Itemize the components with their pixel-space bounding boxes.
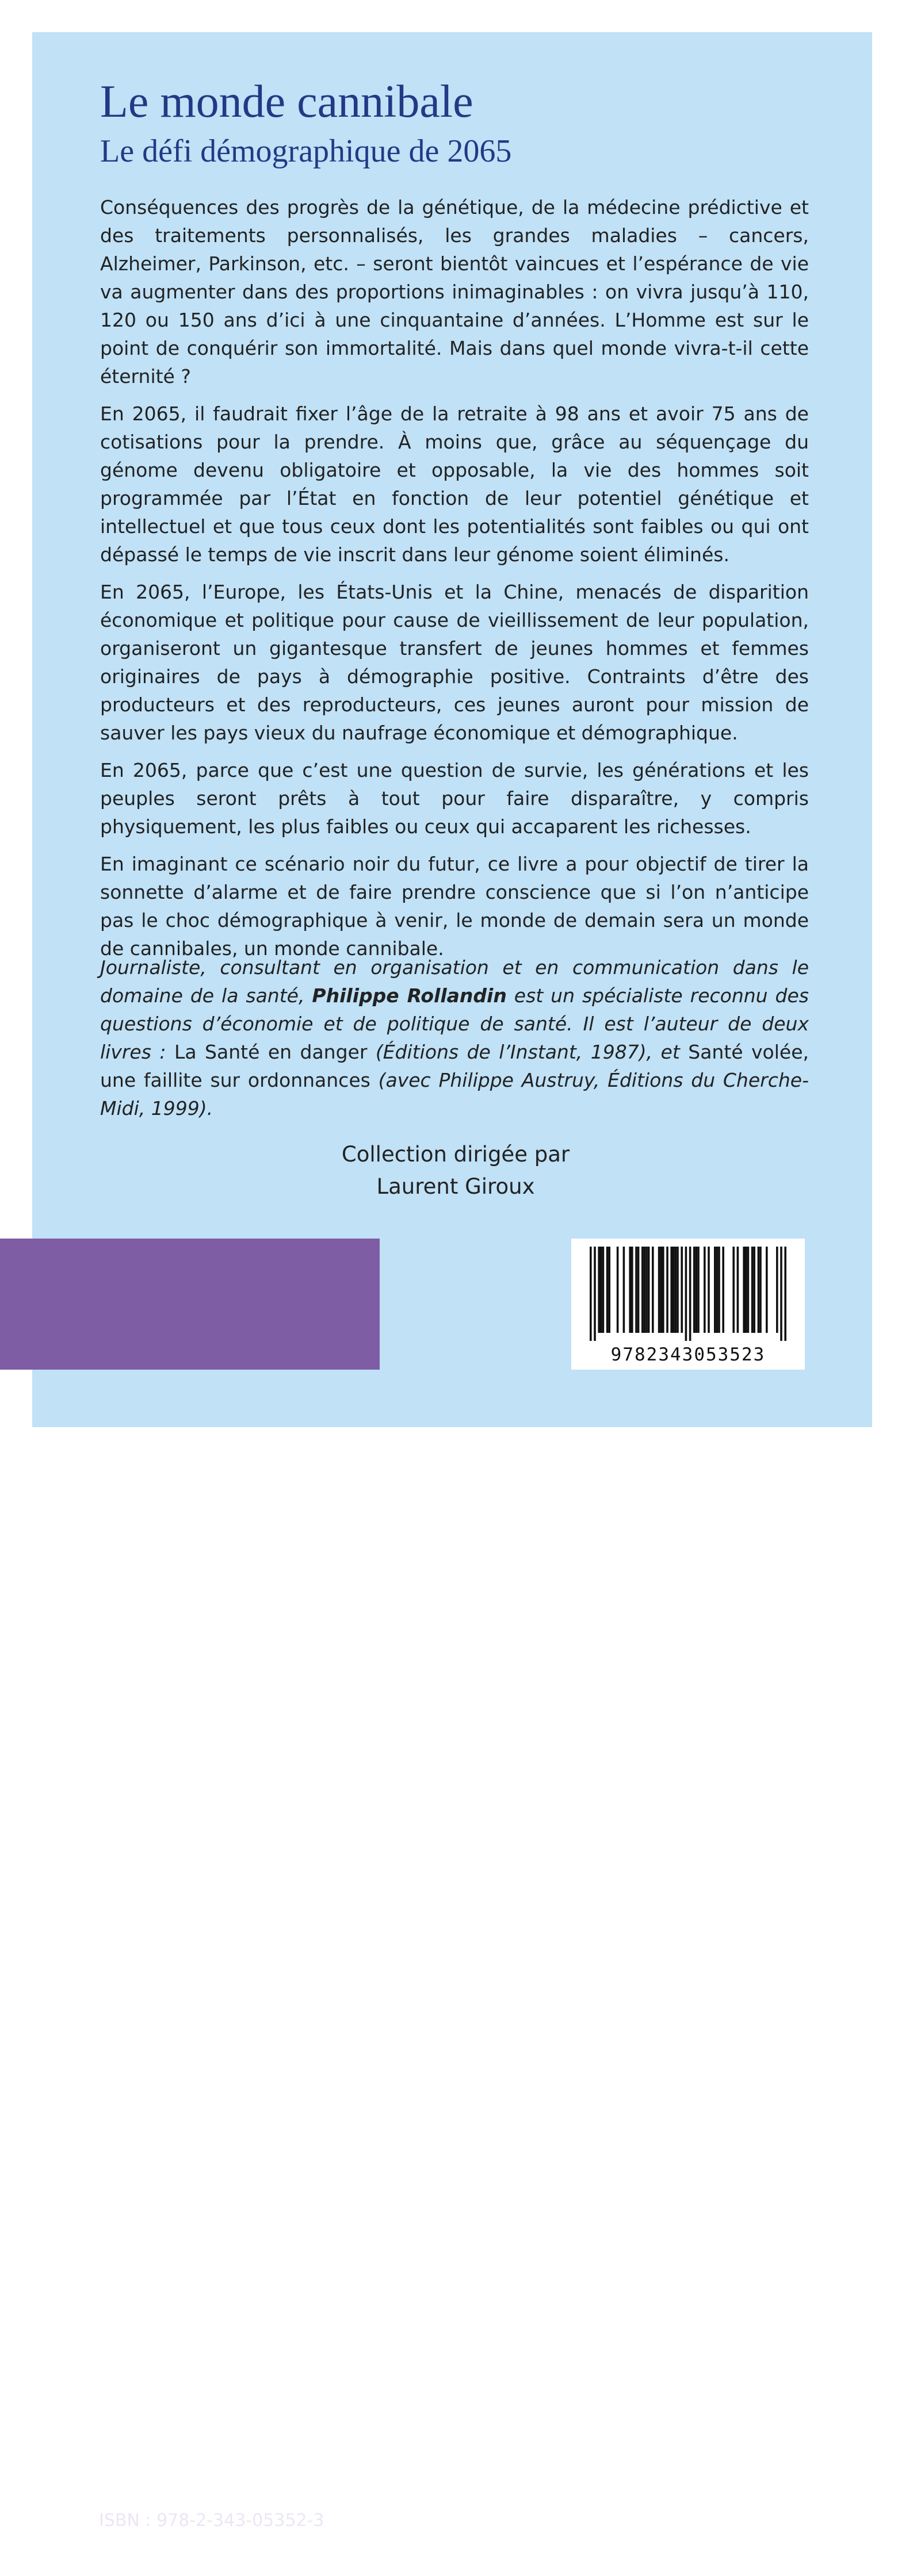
barcode-bar — [689, 1247, 691, 1341]
barcode-bar — [645, 1247, 648, 1333]
barcode-bar — [598, 1247, 600, 1333]
barcode-bar — [641, 1247, 644, 1333]
book-subtitle: Le défi démographique de 2065 — [100, 133, 512, 169]
barcode-number: 9782343053523 — [610, 1344, 766, 1365]
barcode-bar — [745, 1247, 747, 1333]
barcode-bar — [608, 1247, 610, 1333]
barcode-box — [571, 1239, 805, 1370]
barcode-bar — [780, 1247, 782, 1341]
price-text: 20,50 € — [97, 2545, 176, 2574]
blurb-paragraph: En imaginant ce scénario noir du futur, ce livre a pour objectif de tirer la sonnette d’alarme et de faire prendre conscience que si l’on n’anticipe pas le choc démographique à venir, le monde de demain sera un monde de cannibales, un monde cannibale. — [100, 853, 809, 960]
barcode-bar — [753, 1247, 755, 1333]
blurb-paragraph: En 2065, il faudrait fixer l’âge de la retraite à 98 ans et avoir 75 ans de cotisations pour la prendre. À moins que, grâce au séquençage du génome devenu obligatoire et opposable, la vie des hommes soit programmée par l’État en fonction de leur potentiel génétique et intellectuel et que tous ceux dont les potentialités sont faibles ou qui ont dépassé le temps de vie inscrit dans leur génome soient éliminés. — [100, 402, 809, 566]
barcode-bar — [617, 1247, 619, 1333]
barcode-bars — [590, 1247, 786, 1341]
barcode-bar — [673, 1247, 675, 1333]
barcode-bar — [704, 1247, 706, 1333]
barcode-bar — [747, 1247, 750, 1333]
barcode-bar — [714, 1247, 716, 1333]
blurb — [100, 193, 809, 972]
barcode-bar — [766, 1247, 768, 1333]
barcode-bar — [681, 1247, 683, 1333]
barcode-bar — [743, 1247, 745, 1333]
barcode-bar — [594, 1247, 596, 1341]
barcode-bar — [776, 1247, 778, 1333]
barcode-bar — [696, 1247, 698, 1333]
book-title-1: La Santé en danger — [174, 1041, 368, 1063]
barcode-bar — [716, 1247, 719, 1333]
barcode-bar — [662, 1247, 664, 1333]
blurb-paragraph: En 2065, parce que c’est une question de survie, les générations et les peuples seront prêts à tout pour faire disparaître, y compris physiquement, les plus faibles ou ceux qui accaparent les richesses. — [100, 759, 809, 838]
bio-intro: Journaliste, consultant en organisation et en communication dans le domaine de la santé, — [100, 956, 809, 1007]
barcode-bar — [658, 1247, 660, 1333]
book-title-2: Santé volée, une faillite sur ordonnances — [100, 1041, 809, 1091]
barcode-bar — [784, 1247, 786, 1341]
publisher-1: (Éditions de l’Instant, 1987), et — [375, 1041, 680, 1063]
collection-director: Laurent Giroux — [376, 1174, 535, 1199]
barcode-bar — [631, 1247, 633, 1333]
barcode-bar — [751, 1247, 754, 1333]
barcode-bar — [629, 1247, 631, 1333]
barcode-bar — [644, 1247, 646, 1333]
book-title: Le monde cannibale — [100, 76, 473, 127]
barcode-bar — [722, 1247, 724, 1333]
barcode-bar — [708, 1247, 710, 1333]
collection-label: Collection dirigée par — [341, 1142, 570, 1167]
publisher-2: (avec Philippe Austruy, Éditions du Cherche-Midi, 1999). — [100, 1069, 809, 1120]
barcode-bar — [590, 1247, 592, 1341]
barcode-bar — [758, 1247, 760, 1333]
barcode — [571, 1239, 805, 1370]
collection-credit — [283, 1138, 628, 1203]
isbn-text: ISBN : 978-2-343-05352-3 — [99, 2510, 324, 2531]
price-band — [0, 1239, 380, 2574]
barcode-bar — [648, 1247, 650, 1333]
barcode-bar — [670, 1247, 673, 1333]
barcode-bar — [732, 1247, 735, 1333]
barcode-bar — [606, 1247, 609, 1333]
barcode-bar — [602, 1247, 605, 1333]
barcode-bar — [637, 1247, 640, 1333]
barcode-bar — [718, 1247, 720, 1333]
blurb-paragraph: En 2065, l’Europe, les États-Unis et la Chine, menacés de disparition économique et politique pour cause de vieillissement de leur population, organiseront un gigantesque transfert de jeunes hommes et femmes originaires de pays à démographie positive. Contraints d’être des producteurs et des reproducteurs, ces jeunes auront pour mission de sauver les pays vieux du naufrage économique et démographique. — [100, 581, 809, 744]
author-name: Philippe Rollandin — [312, 984, 507, 1007]
barcode-bar — [685, 1247, 687, 1341]
blurb-paragraph: Conséquences des progrès de la génétique, de la médecine prédictive et des traitements personnalisés, les grandes maladies – cancers, Alzheimer, Parkinson, etc. – seront bientôt vaincues et l’espérance de vie va augmenter dans des proportions inimaginables : on vivra jusqu’à 110, 120 ou 150 ans d’ici à une cinquantaine d’années. L’Homme est sur le point de conquérir son immortalité. Mais dans quel monde vivra-t-il cette éternité ? — [100, 196, 809, 388]
barcode-bar — [693, 1247, 696, 1333]
barcode-bar — [737, 1247, 739, 1333]
author-bio — [100, 953, 809, 1122]
barcode-bar — [600, 1247, 602, 1333]
barcode-bar — [635, 1247, 637, 1333]
barcode-bar — [623, 1247, 625, 1333]
bio-middle: est un spécialiste reconnu des questions d’économie et de politique de santé. Il est l’auteur de deux livres : — [100, 984, 809, 1063]
barcode-bar — [759, 1247, 762, 1333]
barcode-bar — [666, 1247, 668, 1333]
barcode-bar — [697, 1247, 700, 1333]
barcode-bar — [660, 1247, 662, 1333]
barcode-bar — [652, 1247, 654, 1333]
barcode-bar — [677, 1247, 679, 1333]
barcode-bar — [675, 1247, 677, 1333]
